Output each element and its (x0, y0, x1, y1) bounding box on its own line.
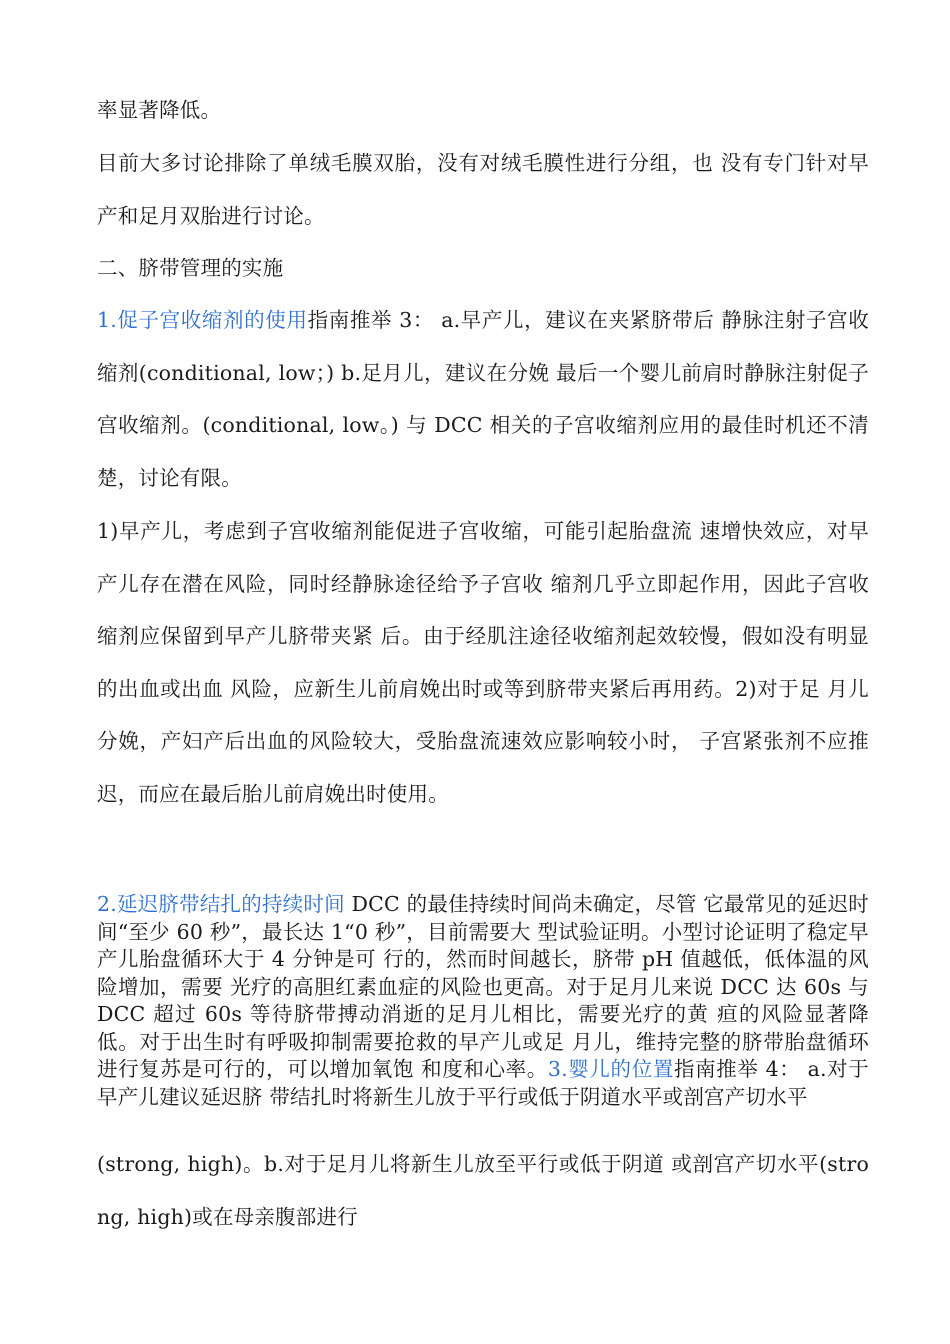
paragraph-dcc-duration (97, 891, 869, 1111)
link-infant-position[interactable]: 3.婴儿的位置 (547, 1057, 674, 1081)
paragraph-discussion-note: 目前大多讨论排除了单绒毛膜双胎，没有对绒毛膜性进行分组，也 没有专门针对早产和足月双胎进行讨论。 (97, 151, 869, 228)
paragraph-oxytocic-use (97, 294, 869, 504)
link-oxytocic-use[interactable]: 1.促子宫收缩剂的使用 (97, 308, 308, 332)
paragraph-infant-position-text: 指南推举 4： a.对于早产儿建议延迟脐 带结扎时将新生儿放于平行或低于阴道水平或剖宫产切水平 (97, 1057, 869, 1109)
section-heading-umbilical-management: 二、脐带管理的实施 (97, 256, 284, 280)
paragraph-infant-position-continued: (strong, high)。b.对于足月儿将新生儿放至平行或低于阴道 或剖宫产切水平(strong, high)或在母亲腹部进行 (97, 1152, 869, 1229)
paragraph-conclusion-end: 率显著降低。 (97, 98, 222, 122)
paragraph-dcc-duration-text: DCC 的最佳持续时间尚未确定，尽管 它最常见的延迟时间“至少 60 秒”，最长达 1“0 秒”，目前需要大 型试验证明。小型讨论证明了稳定早产儿胎盘循环大于 4 分钟是可 行的，然而时间越长，脐带 pH 值越低，低体温的风险增加，需要 光疗的高胆红素血症的风险也更高。对于足月儿来说 DCC 达 60s 与 DCC 超过 60s 等待脐带搏动消逝的足月儿相比，需要光疗的黄 疸的风险显著降低。对于出生时有呼吸抑制需要抢救的早产儿或足 月儿，维持完整的脐带胎盘循环进行复苏是可行的，可以增加氧饱 和度和心率。 (97, 892, 869, 1081)
link-dcc-duration[interactable]: 2.延迟脐带结扎的持续时间 (97, 892, 345, 916)
paragraph-preterm-term-oxytocic: 1)早产儿，考虑到子宫收缩剂能促进子宫收缩，可能引起胎盘流 速增快效应，对早产儿存在潜在风险，同时经静脉途径给予子宫收 缩剂几乎立即起作用，因此子宫收缩剂应保留到早产儿脐带夹紧 后。由于经肌注途径收缩剂起效较慢，假如没有明显的出血或出血 风险，应新生儿前肩娩出时或等到脐带夹紧后再用药。2)对于足 月儿分娩，产妇产后出血的风险较大，受胎盘流速效应影响较小时， 子宫紧张剂不应推迟，而应在最后胎儿前肩娩出时使用。 (97, 519, 869, 806)
paragraph-oxytocic-use-text: 指南推举 3： a.早产儿，建议在夹紧脐带后 静脉注射子宫收缩剂(conditional, low；) b.足月儿，建议在分娩 最后一个婴儿前肩时静脉注射促子宫收缩剂。(conditional, low。) 与 DCC 相关的子宫收缩剂应用的最佳时机还不清楚，讨论有限。 (97, 308, 869, 490)
